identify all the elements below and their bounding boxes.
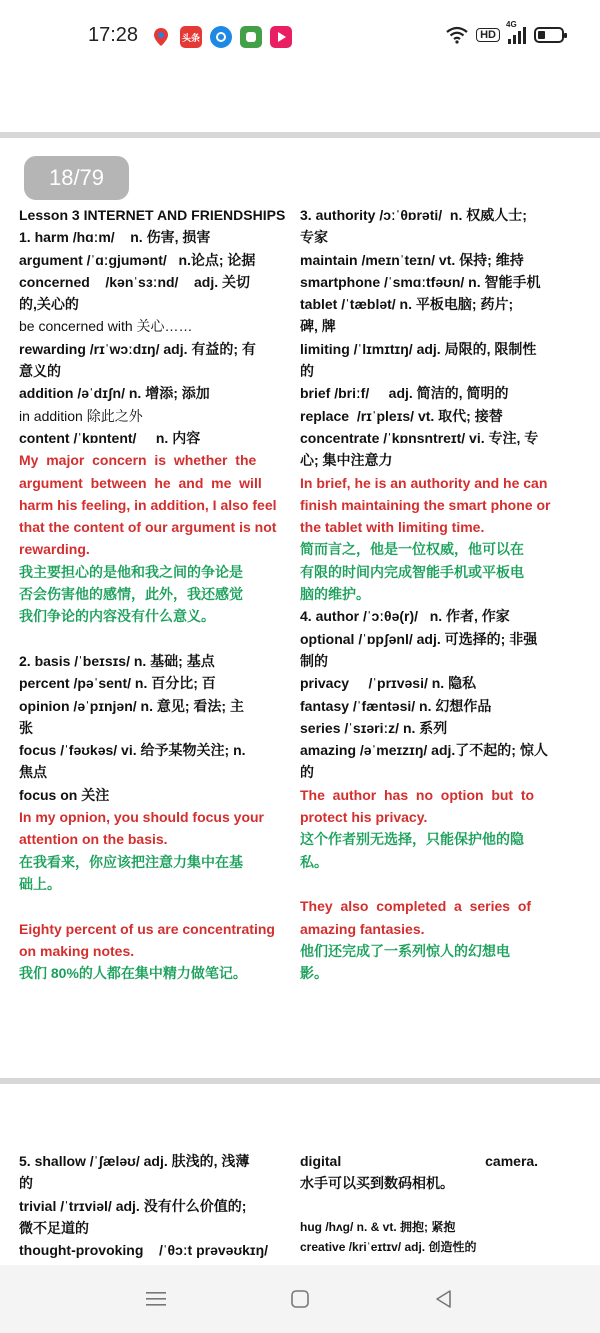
page-counter: 18/79 [24, 156, 129, 200]
text-line: privacy /ˈprɪvəsi/ n. 隐私 [300, 675, 477, 692]
text-line: 的 [300, 363, 314, 380]
text-line: trivial /ˈtrɪviəl/ adj. 没有什么价值的; [19, 1197, 247, 1214]
text-line: concerned /kənˈsɜːnd/ adj. 关切 [19, 273, 250, 290]
text-line: 3. authority /ɔːˈθɒrəti/ n. 权威人士; [300, 207, 527, 223]
text-line: 这个作者别无选择，只能保护他的隐 [300, 831, 524, 848]
page-divider [0, 132, 600, 138]
text-line: addition /əˈdɪʃn/ n. 增添; 添加 [19, 385, 210, 402]
text-line: digital camera. [300, 1153, 539, 1169]
text-line: 水手可以买到数码相机。 [300, 1175, 454, 1192]
text-line: 意义的 [19, 363, 61, 380]
text-line: 5. shallow /ˈʃæləʊ/ adj. 肤浅的, 浅薄 [19, 1153, 250, 1169]
back-icon[interactable] [430, 1285, 458, 1313]
text-line: 我们争论的内容没有什么意义。 [19, 608, 215, 625]
text-line: amazing fantasies. [300, 920, 425, 937]
clock: 17:28 [88, 24, 139, 46]
text-line: 简而言之，他是一位权威，他可以在 [300, 541, 524, 558]
text-line: series /ˈsɪəriːz/ n. 系列 [300, 719, 448, 736]
text-line: thought-provoking /ˈθɔːt prəvəʊkɪŋ/ [19, 1242, 269, 1259]
text-line: 脑的维护。 [300, 586, 370, 603]
battery-icon [534, 27, 564, 43]
text-line: 在我看来，你应该把注意力集中在基 [19, 853, 243, 870]
text-line: maintain /meɪnˈteɪn/ vt. 保持; 维持 [300, 251, 524, 268]
text-line: replace /rɪˈpleɪs/ vt. 取代; 接替 [300, 407, 503, 424]
text-line: attention on the basis. [19, 831, 168, 848]
text-line: opinion /əˈpɪnjən/ n. 意见; 看法; 主 [19, 697, 244, 714]
text-line: argument between he and me will [19, 474, 262, 491]
text-line: on making notes. [19, 942, 135, 959]
text-line: hug /hʌg/ n. & vt. 拥抱; 紧抱 [300, 1219, 456, 1234]
video-app-icon [270, 26, 292, 48]
text-line: that the content of our argument is not [19, 519, 277, 536]
text-line: rewarding /rɪˈwɔːdɪŋ/ adj. 有益的; 有 [19, 340, 256, 357]
text-line: 础上。 [19, 875, 61, 892]
text-line: 焦点 [19, 764, 47, 781]
text-line: 心; 集中注意力 [300, 452, 393, 469]
text-line: In brief, he is an authority and he can [300, 474, 548, 491]
text-line [300, 873, 558, 895]
page-left-column [19, 204, 286, 984]
text-line: 1. harm /hɑːm/ n. 伤害, 损害 [19, 229, 211, 246]
text-line: protect his privacy. [300, 809, 428, 826]
text-line: be concerned with 关心…… [19, 318, 193, 335]
text-line: rewarding. [19, 541, 90, 558]
browser-app-icon [210, 26, 232, 48]
location-icon [150, 26, 172, 48]
text-line: concentrate /ˈkɒnsntreɪt/ vi. 专注, 专 [300, 429, 539, 446]
green-app-icon [240, 26, 262, 48]
text-line: focus /ˈfəʊkəs/ vi. 给予某物关注; n. [19, 742, 246, 759]
text-line: Eighty percent of us are concentrating [19, 920, 275, 937]
text-line: 他们还完成了一系列惊人的幻想电 [300, 942, 510, 959]
home-icon[interactable] [286, 1285, 314, 1313]
wifi-icon [446, 26, 468, 44]
text-line: 私。 [300, 853, 328, 870]
text-line: focus on 关注 [19, 786, 110, 803]
text-line: 的 [19, 1175, 33, 1192]
text-line: amazing /əˈmeɪzɪŋ/ adj.了不起的; 惊人 [300, 742, 548, 759]
text-line: My major concern is whether the [19, 452, 257, 469]
text-line: 4. author /ˈɔːθə(r)/ n. 作者, 作家 [300, 608, 510, 625]
text-line: argument /ˈɑːgjumənt/ n.论点; 论据 [19, 251, 256, 268]
status-bar [0, 0, 600, 60]
text-line: limiting /ˈlɪmɪtɪŋ/ adj. 局限的, 限制性 [300, 340, 537, 357]
text-line: They also completed a series of [300, 898, 532, 915]
text-line: 2. basis /ˈbeɪsɪs/ n. 基础; 基点 [19, 652, 215, 669]
text-line: 专家 [300, 229, 328, 246]
text-line: 我主要担心的是他和我之间的争论是 [19, 563, 243, 580]
text-line: finish maintaining the smart phone or [300, 496, 551, 513]
page2-right-column [300, 1150, 558, 1257]
text-line: 张 [19, 719, 33, 736]
text-line: 否会伤害他的感情，此外，我还感觉 [19, 586, 243, 603]
text-line: In my opnion, you should focus your [19, 809, 264, 826]
text-line: 碑, 牌 [300, 318, 336, 335]
notification-icons [150, 26, 292, 48]
text-line: content /ˈkɒntent/ n. 内容 [19, 429, 201, 446]
text-line: smartphone /ˈsmɑːtfəʊn/ n. 智能手机 [300, 273, 541, 290]
page2-left-column [19, 1150, 277, 1261]
text-line: 的,关心的 [19, 296, 79, 313]
text-line: harm his feeling, in addition, I also feel [19, 496, 277, 513]
text-line: 我们 80%的人都在集中精力做笔记。 [19, 965, 247, 982]
text-line: percent /pəˈsent/ n. 百分比; 百 [19, 675, 216, 692]
text-line: the tablet with limiting time. [300, 519, 485, 536]
system-indicators [446, 20, 564, 44]
text-line [19, 895, 277, 917]
text-line: The author has no option but to [300, 786, 535, 803]
network-type: 4G [506, 20, 517, 29]
toutiao-app-icon: 头条 [180, 26, 202, 48]
text-line [19, 628, 277, 650]
text-line: fantasy /ˈfæntəsi/ n. 幻想作品 [300, 697, 492, 714]
text-line [300, 1195, 558, 1217]
text-line: in addition 除此之外 [19, 407, 143, 424]
text-line: 微不足道的 [19, 1219, 89, 1236]
text-line: optional /ˈɒpʃənl/ adj. 可选择的; 非强 [300, 630, 538, 647]
navigation-bar [0, 1265, 600, 1333]
text-line: 制的 [300, 652, 328, 669]
text-line: creative /kriˈeɪtɪv/ adj. 创造性的 [300, 1239, 477, 1254]
page-right-column [300, 204, 558, 984]
text-line: tablet /ˈtæblət/ n. 平板电脑; 药片; [300, 296, 514, 313]
page-divider [0, 1078, 600, 1084]
menu-icon[interactable] [142, 1285, 170, 1313]
text-line: 有限的时间内完成智能手机或平板电 [300, 563, 524, 580]
hd-badge: HD [476, 28, 500, 42]
signal-icon [506, 20, 526, 44]
text-line: Lesson 3 INTERNET AND FRIENDSHIPS [19, 207, 286, 223]
text-line: 的 [300, 764, 314, 781]
text-line: brief /briːf/ adj. 简洁的, 简明的 [300, 385, 509, 402]
text-line: 影。 [300, 965, 328, 982]
